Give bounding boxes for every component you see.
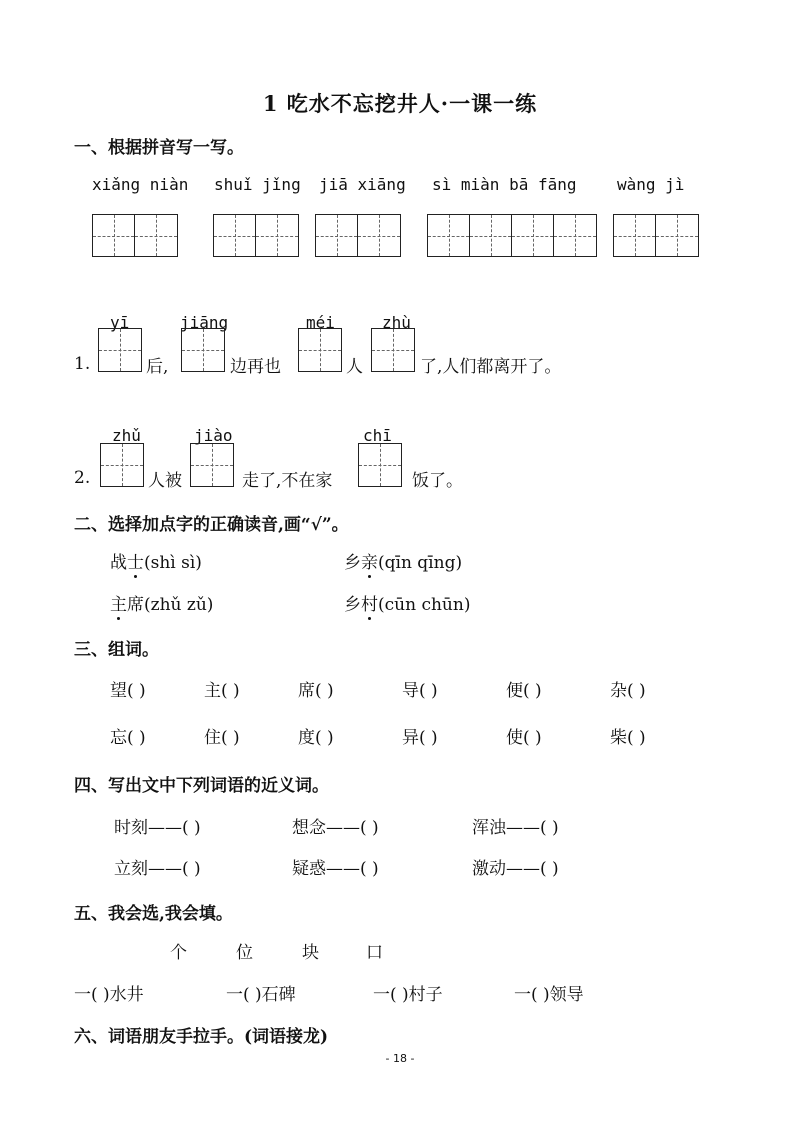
options-text: (qīn qīng) — [378, 553, 463, 573]
page-title: 1 吃水不忘挖井人·一课一练 — [262, 91, 538, 116]
writing-grid[interactable] — [613, 214, 699, 257]
sentence-text: 了,人们都离开了。 — [420, 357, 562, 377]
char-text: 战 — [110, 553, 127, 573]
measure-word: 个 — [170, 943, 187, 963]
character-box[interactable] — [98, 328, 142, 372]
character-box[interactable] — [181, 328, 225, 372]
question-number: 2. — [74, 468, 91, 488]
reading-choice[interactable] — [344, 548, 462, 573]
sentence-text: 人 — [346, 357, 363, 377]
sentence-text: 走了,不在家 — [242, 471, 333, 491]
measure-word: 块 — [302, 943, 319, 963]
options-text: (cūn chūn) — [378, 595, 471, 615]
character-box[interactable] — [190, 443, 234, 487]
word-blank[interactable]: 杂( ) — [610, 681, 646, 701]
sentence-text: 后, — [146, 357, 169, 377]
dotted-char: 亲 — [361, 553, 378, 573]
pinyin-label: wàng jì — [617, 175, 685, 194]
dotted-char: 主 — [110, 595, 127, 615]
fill-blank[interactable]: 一( )领导 — [514, 985, 584, 1005]
options-text: (shì sì) — [144, 553, 202, 573]
writing-grid[interactable] — [213, 214, 299, 257]
char-text: 乡 — [344, 553, 361, 573]
section-1-heading: 一、根据拼音写一写。 — [74, 138, 244, 158]
pinyin-label: yī — [110, 313, 130, 332]
pinyin-label: sì miàn bā fāng — [432, 175, 577, 194]
character-box[interactable] — [298, 328, 342, 372]
pinyin-label: chī — [363, 426, 392, 445]
word-blank[interactable]: 主( ) — [204, 681, 240, 701]
fill-blank[interactable]: 一( )村子 — [373, 985, 443, 1005]
sentence-text: 饭了。 — [412, 471, 463, 491]
synonym-blank[interactable]: 激动——( ) — [472, 859, 559, 879]
reading-choice[interactable] — [110, 590, 213, 615]
word-blank[interactable]: 便( ) — [506, 681, 542, 701]
dotted-char: 村 — [361, 595, 378, 615]
writing-grid[interactable] — [427, 214, 597, 257]
sentence-text: 边再也 — [230, 357, 281, 377]
character-box[interactable] — [371, 328, 415, 372]
word-blank[interactable]: 使( ) — [506, 728, 542, 748]
synonym-blank[interactable]: 浑浊——( ) — [472, 818, 559, 838]
section-4-heading: 四、写出文中下列词语的近义词。 — [74, 776, 329, 796]
section-2-heading: 二、选择加点字的正确读音,画“√”。 — [74, 515, 349, 535]
synonym-blank[interactable]: 立刻——( ) — [114, 859, 201, 879]
writing-grid[interactable] — [315, 214, 401, 257]
pinyin-label: jiào — [194, 426, 233, 445]
section-5-heading: 五、我会选,我会填。 — [74, 904, 233, 924]
synonym-blank[interactable]: 时刻——( ) — [114, 818, 201, 838]
pinyin-label: xiǎng niàn — [92, 175, 189, 194]
word-blank[interactable]: 望( ) — [110, 681, 146, 701]
fill-blank[interactable]: 一( )石碑 — [226, 985, 296, 1005]
word-blank[interactable]: 导( ) — [402, 681, 438, 701]
synonym-blank[interactable]: 想念——( ) — [292, 818, 379, 838]
word-blank[interactable]: 异( ) — [402, 728, 438, 748]
pinyin-label: zhù — [382, 313, 411, 332]
section-6-heading: 六、词语朋友手拉手。(词语接龙) — [74, 1027, 329, 1047]
measure-word: 口 — [366, 943, 383, 963]
pinyin-label: jiāng — [180, 313, 229, 332]
word-blank[interactable]: 度( ) — [298, 728, 334, 748]
pinyin-label: zhǔ — [112, 426, 141, 445]
character-box[interactable] — [100, 443, 144, 487]
measure-word: 位 — [236, 943, 253, 963]
fill-blank[interactable]: 一( )水井 — [74, 985, 144, 1005]
word-blank[interactable]: 席( ) — [298, 681, 334, 701]
question-number: 1. — [74, 354, 91, 374]
reading-choice[interactable] — [344, 590, 470, 615]
char-text: 乡 — [344, 595, 361, 615]
word-blank[interactable]: 柴( ) — [610, 728, 646, 748]
word-blank[interactable]: 住( ) — [204, 728, 240, 748]
synonym-blank[interactable]: 疑惑——( ) — [292, 859, 379, 879]
section-3-heading: 三、组词。 — [74, 640, 159, 660]
pinyin-label: méi — [306, 313, 335, 332]
dotted-char: 士 — [127, 553, 144, 573]
page-number: - 18 - — [385, 1052, 415, 1065]
reading-choice[interactable] — [110, 548, 202, 573]
sentence-text: 人被 — [148, 471, 182, 491]
word-blank[interactable]: 忘( ) — [110, 728, 146, 748]
writing-grid[interactable] — [92, 214, 178, 257]
pinyin-label: shuǐ jǐng — [214, 175, 301, 194]
options-text: 席(zhǔ zǔ) — [127, 595, 214, 615]
character-box[interactable] — [358, 443, 402, 487]
pinyin-label: jiā xiāng — [319, 175, 406, 194]
